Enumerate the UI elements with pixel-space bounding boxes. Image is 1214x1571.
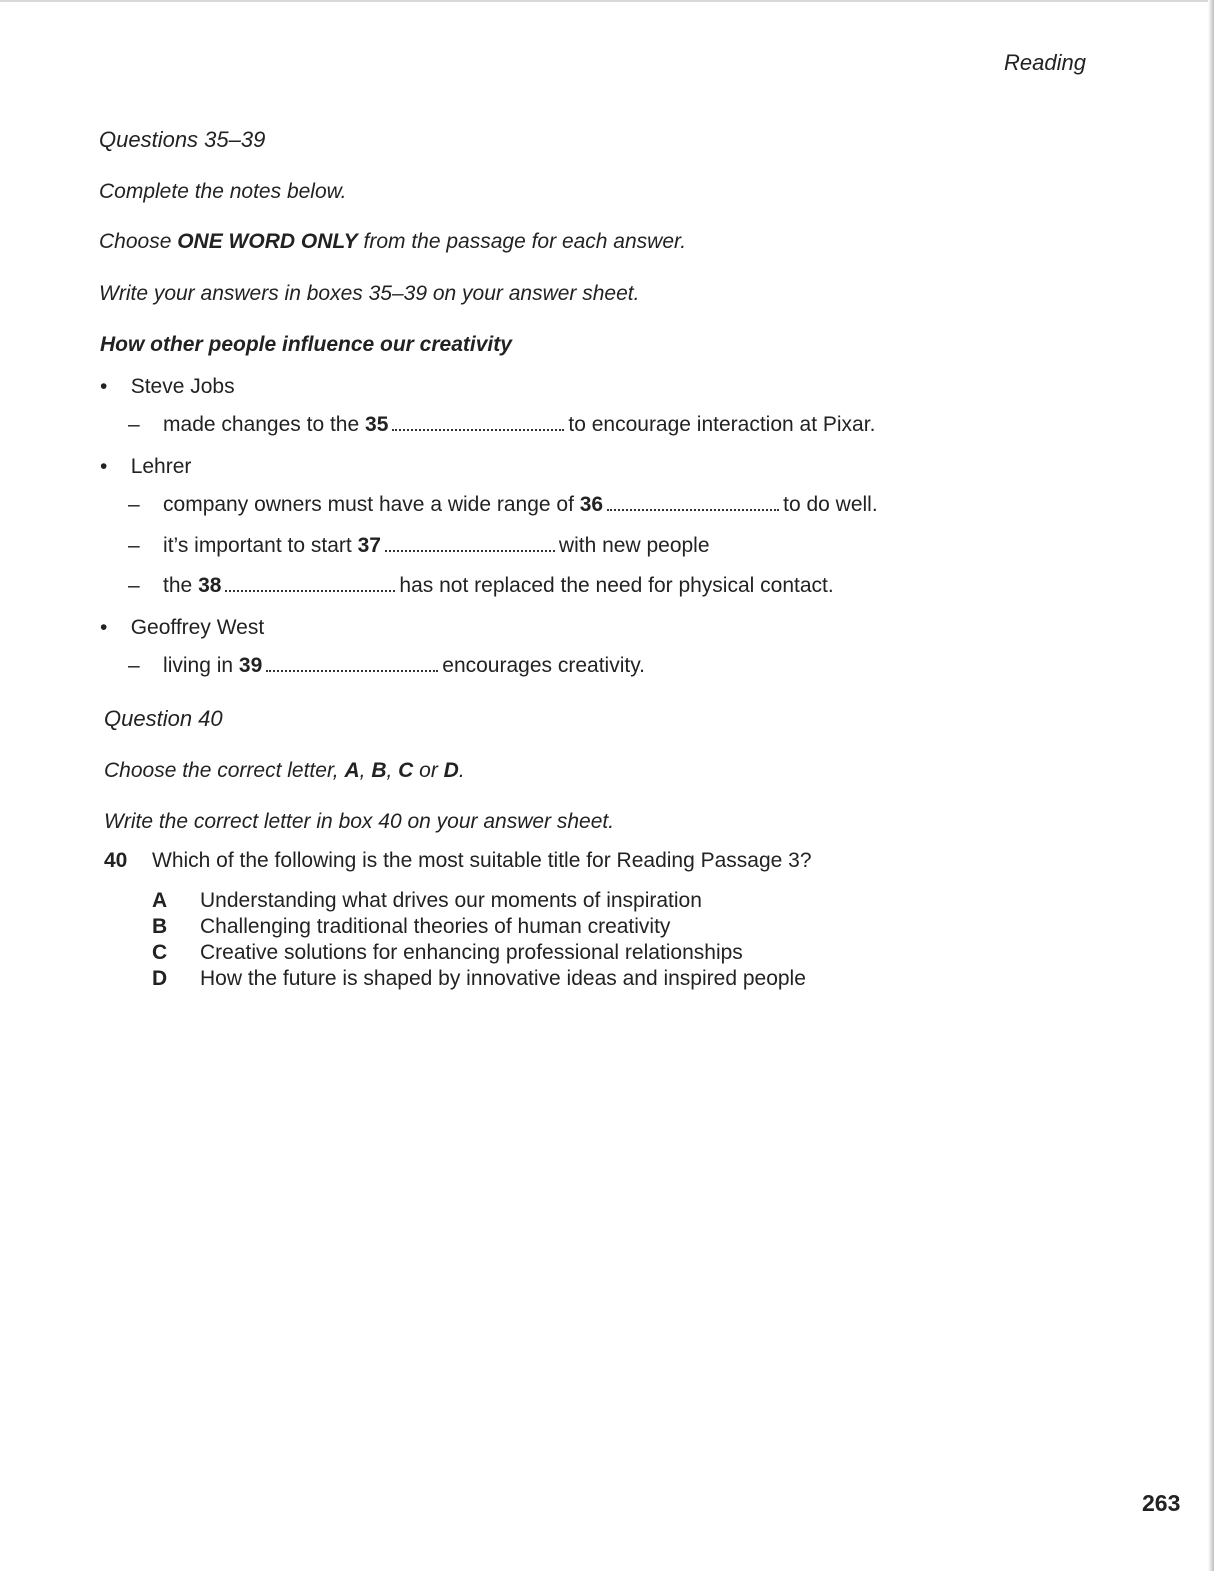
answer-blank-38[interactable]: [225, 576, 395, 592]
section-heading-40: Question 40: [104, 706, 223, 731]
instruction-word-limit: Choose ONE WORD ONLY from the passage for each answer.: [99, 230, 687, 253]
question-40: [104, 849, 812, 873]
option-d[interactable]: D How the future is shaped by innovative ideas and inspired people: [152, 967, 806, 990]
answer-blank-36[interactable]: [607, 495, 779, 511]
note-item-37: – it’s important to start 37 with new people: [128, 534, 710, 557]
option-c[interactable]: C Creative solutions for enhancing professional relationships: [152, 941, 743, 964]
notes-title: How other people influence our creativity: [100, 333, 512, 356]
question-number-36: 36: [579, 493, 604, 516]
instruction-write-letter: Write the correct letter in box 40 on your answer sheet.: [104, 810, 615, 833]
instruction-complete-notes: Complete the notes below.: [99, 180, 347, 203]
instruction-choose-letter: Choose the correct letter, A, B, C or D.: [104, 759, 465, 782]
section-heading-35-39: Questions 35–39: [99, 127, 266, 152]
question-number-35: 35: [365, 413, 389, 436]
question-number-40: 40: [104, 849, 128, 872]
question-40-text: Which of the following is the most suitable title for Reading Passage 3?: [152, 849, 812, 872]
question-number-37: 37: [357, 534, 381, 557]
running-head: Reading: [1004, 50, 1086, 75]
note-item-35: – made changes to the 35 to encourage interaction at Pixar.: [128, 413, 876, 436]
note-item-39: – living in 39 encourages creativity.: [128, 654, 645, 677]
answer-blank-39[interactable]: [266, 656, 438, 672]
option-a[interactable]: A Understanding what drives our moments of inspiration: [152, 889, 702, 912]
question-number-38: 38: [198, 574, 222, 597]
scan-top-edge: [0, 0, 1214, 2]
note-item-36: – company owners must have a wide range of 36 to do well.: [128, 493, 878, 516]
bullet-geoffrey-west: • Geoffrey West: [100, 616, 265, 639]
instruction-answer-boxes: Write your answers in boxes 35–39 on your answer sheet.: [99, 282, 640, 305]
word-limit-bold: ONE WORD ONLY: [177, 230, 358, 253]
page-number: 263: [1142, 1490, 1181, 1516]
answer-blank-35[interactable]: [392, 415, 564, 431]
bullet-steve-jobs: • Steve Jobs: [100, 375, 235, 398]
scan-right-edge: [1208, 0, 1214, 1571]
bullet-lehrer: • Lehrer: [100, 455, 192, 478]
answer-blank-37[interactable]: [385, 536, 555, 552]
option-b[interactable]: B Challenging traditional theories of human creativity: [152, 915, 671, 938]
note-item-38: – the 38 has not replaced the need for physical contact.: [128, 574, 834, 597]
question-number-39: 39: [238, 654, 263, 677]
